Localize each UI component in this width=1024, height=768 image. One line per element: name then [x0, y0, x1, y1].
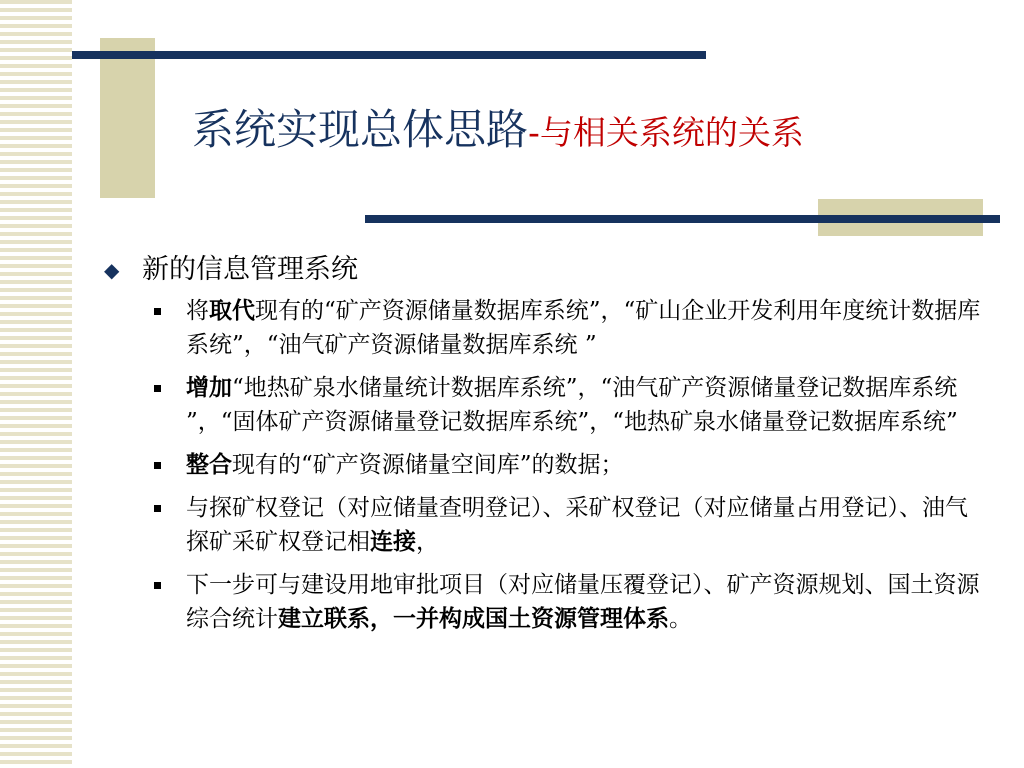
square-icon	[154, 505, 161, 512]
slide-title	[192, 102, 804, 161]
heading-text: 新的信息管理系统	[142, 254, 358, 285]
bullet-bold: 整合	[186, 451, 232, 478]
title-rule-bottom	[365, 215, 1000, 223]
bullet-text: 与探矿权登记（对应储量查明登记）、采矿权登记（对应储量占用登记）、油气探矿采矿权登记相	[186, 495, 968, 555]
list-item	[100, 491, 990, 559]
list-item	[100, 568, 990, 636]
list-item	[100, 371, 990, 439]
diamond-icon: ◆	[104, 258, 120, 282]
bullet-text: 现有的“矿产资源储量数据库系统”，“矿山企业开发利用年度统计数据库系统”，“油气矿产资源储量数据库系统 ”	[186, 298, 981, 358]
bullet-text: 现有的“矿产资源储量空间库”的数据；	[232, 452, 624, 478]
bullet-bold: 取代	[209, 297, 255, 324]
bullet-text: ，	[416, 529, 439, 555]
square-icon	[154, 385, 161, 392]
title-subtitle: -与相关系统的关系	[528, 113, 804, 152]
decorative-stripes	[0, 0, 72, 768]
list-item	[100, 294, 990, 362]
bullet-bold: 连接	[370, 528, 416, 555]
bullet-text: “地热矿泉水储量统计数据库系统”，“油气矿产资源储量登记数据库系统 ”，“固体矿产资源储量登记数据库系统”，“地热矿泉水储量登记数据库系统”	[186, 375, 958, 435]
sub-bullet-list	[100, 294, 990, 636]
bullet-bold: 增加	[186, 374, 232, 401]
bullet-bold: 建立联系，一并构成国土资源管理体系	[278, 605, 669, 632]
square-icon	[154, 462, 161, 469]
square-icon	[154, 308, 161, 315]
bullet-text: 。	[669, 606, 692, 632]
square-icon	[154, 582, 161, 589]
slide-content	[100, 250, 990, 645]
title-rule-top	[72, 51, 706, 59]
list-item	[100, 448, 990, 482]
bullet-text: 下一步可与建设用地审批项目（对应储量压覆登记）、矿产资源规划、国土资源综合统计	[186, 572, 980, 632]
bullet-level1	[100, 250, 990, 290]
bullet-text: 将	[186, 298, 209, 324]
title-main: 系统实现总体思路	[192, 105, 529, 154]
decorative-block-top	[100, 38, 155, 198]
